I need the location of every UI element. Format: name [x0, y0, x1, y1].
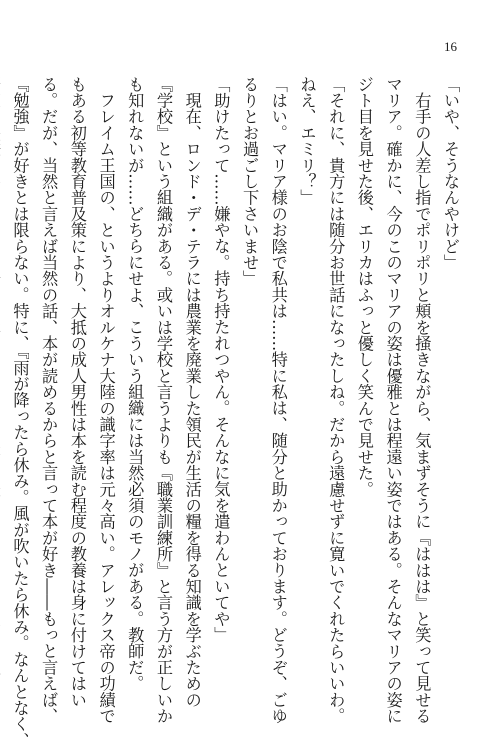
- text-line: 「はい。マリア様のお陰で私共は……特に私は、随分と助かっております。どうぞ、ごゆ: [268, 76, 288, 724]
- text-line: [0, 76, 5, 668]
- text-line: ねえ、エミリ？」: [297, 76, 317, 206]
- text-line: 「それに、貴方には随分お世話になったしね。だから遠慮せずに寛いでくれたらいいわ。: [326, 76, 346, 724]
- text-line: 右手の人差し指でポリポリと頬を掻きながら、気まずそうに『ははは』と笑って見せる: [412, 76, 432, 724]
- text-line: 『勉強』が好きとは限らない。特に、『雨が降ったら休み。風が吹いたら休み。なんとなく、: [10, 76, 30, 748]
- text-line: るりとお過ごし下さいませ」: [240, 76, 260, 287]
- text-line: 『学校』という組織がある。或いは学校と言うよりも『職業訓練所』と言う方が正しいか: [153, 76, 173, 724]
- text-line: フレイム王国の、というよりオルケナ大陸の識字率は元々高い。アレックス帝の功績で: [96, 76, 116, 724]
- text-line: マリア。確かに、今のこのマリアの姿は優雅とは程遠い姿ではある。そんなマリアの姿に: [383, 76, 403, 724]
- text-line: もある初等教育普及策により、大抵の成人男性は本を読む程度の教養は身に付けてはい: [67, 76, 87, 708]
- text-line: 現在、ロンド・デ・テラには農業を廃業した領民が生活の糧を得る知識を学ぶための: [182, 76, 202, 708]
- text-line: ジト目を見せた後、エリカはふっと優しく笑んで見せた。: [354, 76, 374, 498]
- text-line: る。だが、当然と言えば当然の話、本が読めるからと言って本が好き――もっと言えば、: [39, 76, 59, 724]
- page-number: 16: [444, 39, 457, 54]
- text-line: 「いや、そうなんやけど」: [441, 76, 460, 271]
- text-line: も知れないが……どちらにせよ、こういう組織には当然必須のモノがある。教師だ。: [125, 76, 145, 692]
- body-text: [10, 76, 464, 748]
- text-line: 「助けたって……嫌やな。持ち持たれつやん。そんなに気を遣わんといてや」: [211, 76, 231, 643]
